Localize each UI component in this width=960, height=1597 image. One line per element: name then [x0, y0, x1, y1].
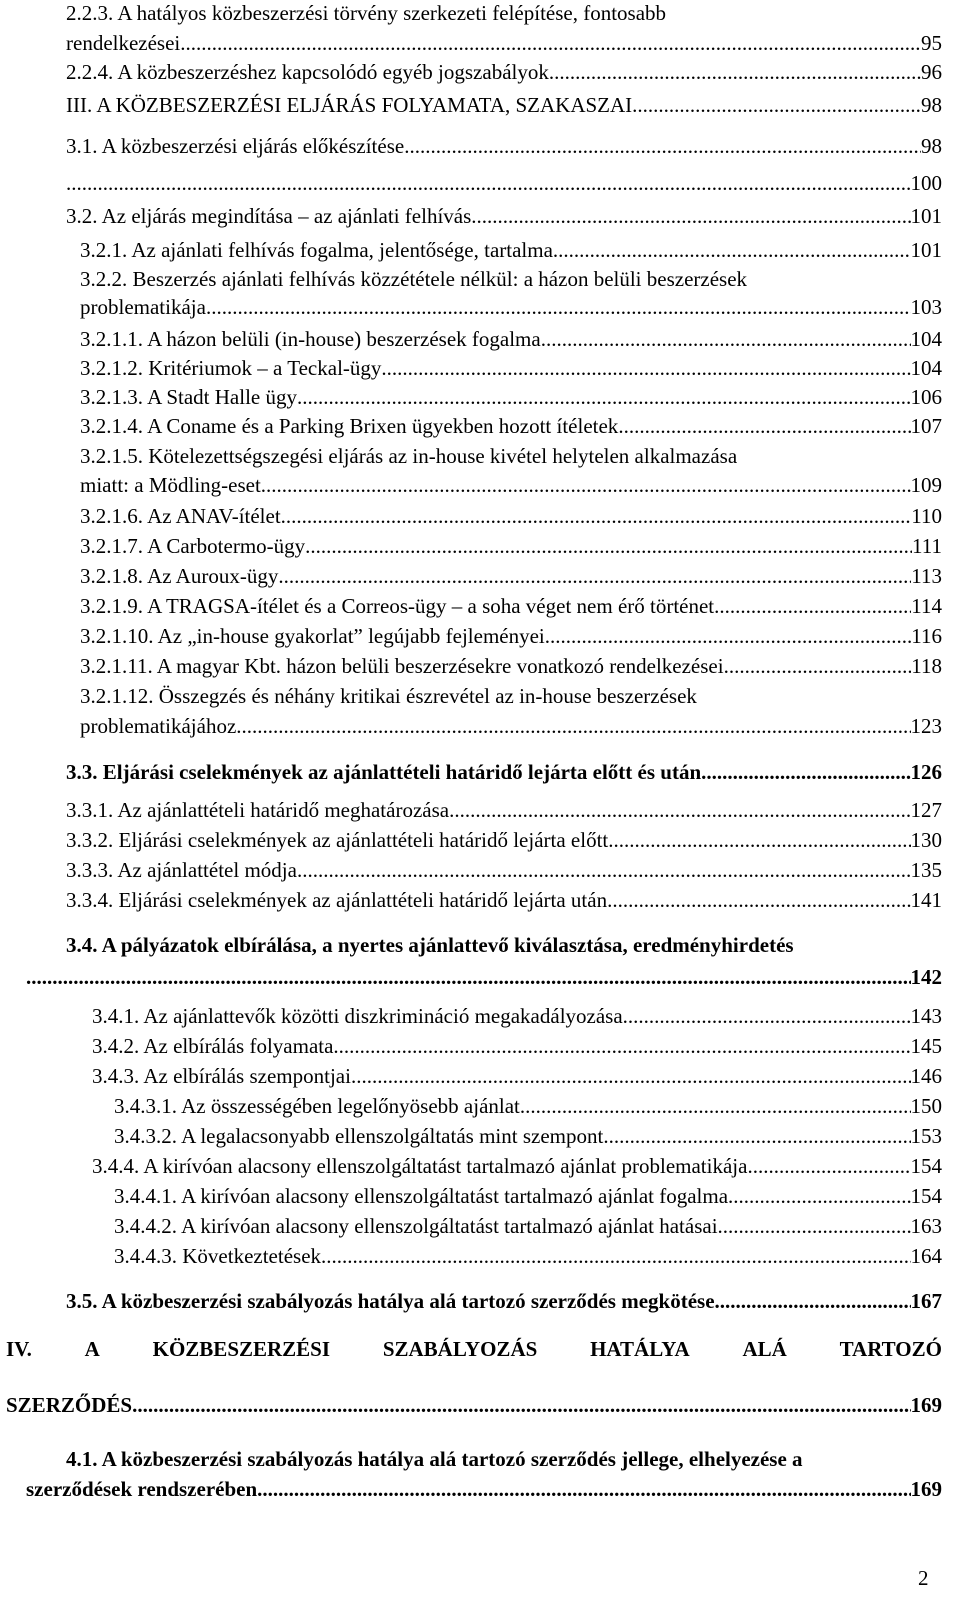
- toc-page-number: 113: [911, 564, 942, 588]
- toc-page-number: 142: [910, 965, 942, 989]
- toc-leader: [747, 1153, 910, 1179]
- toc-entry[interactable]: [80, 384, 942, 410]
- toc-page-number: 116: [911, 624, 942, 648]
- toc-leader: [261, 472, 911, 498]
- toc-entry[interactable]: [80, 355, 942, 381]
- toc-leader: [607, 887, 910, 913]
- toc-entry-line1: 2.2.3. A hatályos közbeszerzési törvény szerkezeti felépítése, fontosabb: [66, 1, 667, 25]
- toc-entry-title: miatt: a Mödling-eset: [80, 473, 261, 497]
- toc-page-number: 100: [910, 171, 942, 195]
- toc-entry[interactable]: [26, 932, 942, 990]
- toc-leader: [632, 92, 921, 118]
- toc-leader: [728, 1183, 910, 1209]
- toc-page-number: 127: [910, 798, 942, 822]
- toc-entry-title: III. A KÖZBESZERZÉSI ELJÁRÁS FOLYAMATA, SZAKASZAI: [66, 93, 633, 117]
- toc-page-number: 101: [910, 204, 942, 228]
- toc-leader: [236, 713, 910, 739]
- toc-page-number: 154: [910, 1184, 942, 1208]
- toc-entry[interactable]: [80, 326, 942, 352]
- toc-leader: [297, 857, 911, 883]
- toc-entry[interactable]: [66, 92, 942, 118]
- toc-entry[interactable]: [66, 203, 942, 229]
- toc-entry[interactable]: [114, 1093, 942, 1119]
- toc-entry-title: SZERZŐDÉS: [6, 1393, 133, 1417]
- toc-page-number: 126: [910, 760, 942, 784]
- toc-page-number: 169: [910, 1393, 942, 1417]
- toc-leader: [714, 593, 911, 619]
- toc-entry-title: 3.2.1.7. A Carbotermo-ügy: [80, 534, 306, 558]
- toc-page-number: 169: [910, 1477, 942, 1501]
- toc-page-number: 110: [911, 504, 942, 528]
- toc-page-number: 167: [910, 1289, 942, 1313]
- toc-page-number: 146: [910, 1064, 942, 1088]
- toc-leader: [305, 533, 912, 559]
- toc-page-number: 164: [910, 1244, 942, 1268]
- toc-leader: [404, 133, 921, 159]
- toc-page-number: 123: [910, 714, 942, 738]
- toc-page-number: 104: [910, 327, 942, 351]
- toc-leader: [381, 355, 910, 381]
- toc-entry[interactable]: [80, 237, 942, 263]
- toc-entry[interactable]: [80, 413, 942, 439]
- toc-entry-line1: IV. A KÖZBESZERZÉSI SZABÁLYOZÁS HATÁLYA ALÁ TARTOZÓ: [6, 1337, 942, 1361]
- toc-entry[interactable]: [92, 1003, 942, 1029]
- page-number: 2: [918, 1566, 929, 1590]
- toc-leader: [257, 1476, 910, 1502]
- toc-page-number: 114: [911, 594, 942, 618]
- toc-entry[interactable]: [66, 797, 942, 823]
- toc-page-number: 96: [921, 60, 942, 84]
- toc-page-number: 153: [910, 1124, 942, 1148]
- toc-page-number: 118: [911, 654, 942, 678]
- toc-entry[interactable]: [80, 683, 942, 739]
- toc-entry[interactable]: [114, 1243, 942, 1269]
- toc-entry[interactable]: [80, 593, 942, 619]
- toc-page-number: 145: [910, 1034, 942, 1058]
- toc-entry[interactable]: [92, 1063, 942, 1089]
- toc-entry[interactable]: [66, 133, 942, 159]
- toc-leader: [545, 623, 911, 649]
- toc-leader: [333, 1033, 910, 1059]
- toc-page-number: 101: [910, 238, 942, 262]
- toc-entry-title: 3.4.4.3. Következtetések: [114, 1244, 322, 1268]
- toc-leader: [351, 1063, 911, 1089]
- toc-entry-title: 3.2.1.2. Kritériumok – a Teckal-ügy: [80, 356, 382, 380]
- toc-leader: [180, 30, 921, 56]
- toc-entry-title: 3.4.4. A kirívóan alacsony ellenszolgáltatást tartalmazó ajánlat problematikája: [92, 1154, 748, 1178]
- toc-entry-title: 3.3.2. Eljárási cselekmények az ajánlattételi határidő lejárta előtt: [66, 828, 609, 852]
- toc-entry-title: 3.3.3. Az ajánlattétel módja: [66, 858, 297, 882]
- toc-entry[interactable]: [92, 1033, 942, 1059]
- toc-page-number: 154: [910, 1154, 942, 1178]
- toc-entry-title: 2.2.4. A közbeszerzéshez kapcsolódó egyéb jogszabályok: [66, 60, 549, 84]
- toc-entry-title: 3.2.1.1. A házon belüli (in-house) beszerzések fogalma: [80, 327, 541, 351]
- toc-leader: [206, 294, 911, 320]
- toc-entry-title: 3.1. A közbeszerzési eljárás előkészítése: [66, 134, 405, 158]
- toc-entry-line1: 3.2.2. Beszerzés ajánlati felhívás közzététele nélkül: a házon belüli beszerzések: [80, 267, 748, 291]
- toc-leader: [618, 413, 910, 439]
- toc-entry-title: 3.4.4.1. A kirívóan alacsony ellenszolgáltatást tartalmazó ajánlat fogalma: [114, 1184, 729, 1208]
- toc-leader: [701, 759, 910, 785]
- toc-leader: [471, 203, 910, 229]
- toc-entry-title: 3.3. Eljárási cselekmények az ajánlattételi határidő lejárta előtt és után: [66, 760, 702, 784]
- toc-entry-line1: 3.4. A pályázatok elbírálása, a nyertes ajánlattevő kiválasztása, eredményhirdetés: [66, 933, 794, 957]
- toc-entry-title: 3.4.1. Az ajánlattevők közötti diszkrimináció megakadályozása: [92, 1004, 623, 1028]
- toc-entry[interactable]: [66, 857, 942, 883]
- toc-page-number: 143: [910, 1004, 942, 1028]
- toc-leader: [623, 1003, 911, 1029]
- toc-entry-title: rendelkezései: [66, 31, 181, 55]
- toc-leader: [724, 653, 912, 679]
- toc-leader: [715, 1288, 911, 1314]
- toc-page-number: 111: [912, 534, 942, 558]
- toc-page-number: 95: [921, 31, 942, 55]
- toc-entry-title: 3.4.3.2. A legalacsonyabb ellenszolgáltatás mint szempont: [114, 1124, 604, 1148]
- toc-entry[interactable]: [114, 1123, 942, 1149]
- toc-entry-title: 3.2.1.4. A Coname és a Parking Brixen ügyekben hozott ítéletek: [80, 414, 619, 438]
- toc-entry-title: 3.4.3. Az elbírálás szempontjai: [92, 1064, 351, 1088]
- toc-entry-title: szerződések rendszerében: [26, 1477, 258, 1501]
- toc-entry[interactable]: [66, 759, 942, 785]
- toc-entry-title: 3.3.4. Eljárási cselekmények az ajánlattételi határidő lejárta után: [66, 888, 608, 912]
- toc-entry[interactable]: [80, 503, 942, 529]
- toc-page-number: 109: [910, 473, 942, 497]
- toc-leader: [278, 563, 911, 589]
- toc-entry-title: 3.2.1.9. A TRAGSA-ítélet és a Correos-ügy – a soha véget nem érő történet: [80, 594, 715, 618]
- toc-entry[interactable]: [80, 533, 942, 559]
- toc-leader: [553, 237, 911, 263]
- toc-entry[interactable]: [6, 1334, 942, 1420]
- toc-entry[interactable]: [66, 59, 942, 85]
- toc-entry-title: problematikájához: [80, 714, 237, 738]
- toc-leader: [520, 1093, 911, 1119]
- toc-leader: [297, 384, 911, 410]
- toc-entry-line1: 4.1. A közbeszerzési szabályozás hatálya alá tartozó szerződés jellege, elhelyezése a: [66, 1447, 803, 1471]
- toc-entry[interactable]: [114, 1213, 942, 1239]
- toc-leader: [549, 59, 921, 85]
- toc-leader: [66, 170, 911, 196]
- toc-entry[interactable]: [26, 1446, 942, 1502]
- toc-leader: [541, 326, 911, 352]
- toc-entry[interactable]: [66, 170, 942, 196]
- toc-entry[interactable]: [114, 1183, 942, 1209]
- toc-entry[interactable]: [66, 1288, 942, 1314]
- toc-entry-line1: 3.2.1.5. Kötelezettségszegési eljárás az in-house kivétel helytelen alkalmazása: [80, 444, 738, 468]
- toc-entry-title: 3.5. A közbeszerzési szabályozás hatálya alá tartozó szerződés megkötése: [66, 1289, 715, 1313]
- toc-page-number: 104: [910, 356, 942, 380]
- toc-page-number: 98: [921, 93, 942, 117]
- toc-entry-title: 3.2.1. Az ajánlati felhívás fogalma, jelentősége, tartalma: [80, 238, 553, 262]
- toc-page-number: 163: [910, 1214, 942, 1238]
- toc-entry-title: 3.4.4.2. A kirívóan alacsony ellenszolgáltatást tartalmazó ajánlat hatásai: [114, 1214, 718, 1238]
- toc-leader: [608, 827, 910, 853]
- toc-entry-line1: 3.2.1.12. Összegzés és néhány kritikai észrevétel az in-house beszerzések: [80, 684, 697, 708]
- toc-leader: [321, 1243, 910, 1269]
- toc-entry[interactable]: [66, 887, 942, 913]
- toc-page-number: 150: [910, 1094, 942, 1118]
- toc-entry[interactable]: [80, 266, 942, 320]
- toc-leader: [603, 1123, 910, 1149]
- toc-entry[interactable]: [80, 653, 942, 679]
- toc-entry-title: 3.2.1.8. Az Auroux-ügy: [80, 564, 279, 588]
- toc-page-number: 141: [910, 888, 942, 912]
- toc-page-number: 98: [921, 134, 942, 158]
- toc-entry-title: 3.2.1.3. A Stadt Halle ügy: [80, 385, 297, 409]
- toc-leader: [449, 797, 910, 823]
- toc-entry[interactable]: [66, 827, 942, 853]
- toc-entry-title: 3.4.3.1. Az összességében legelőnyösebb ajánlat: [114, 1094, 520, 1118]
- toc-entry[interactable]: [66, 0, 942, 56]
- toc-page-number: 130: [910, 828, 942, 852]
- toc-page-number: 106: [910, 385, 942, 409]
- toc-entry-title: 3.3.1. Az ajánlattételi határidő meghatározása: [66, 798, 450, 822]
- toc-entry-title: problematikája: [80, 295, 206, 319]
- toc-entry[interactable]: [80, 443, 942, 498]
- toc-leader: [718, 1213, 911, 1239]
- toc-entry[interactable]: [80, 563, 942, 589]
- toc-page-number: 135: [910, 858, 942, 882]
- toc-entry-title: 3.2.1.10. Az „in-house gyakorlat” legújabb fejleményei: [80, 624, 545, 648]
- toc-leader: [281, 503, 912, 529]
- toc-entry-title: 3.4.2. Az elbírálás folyamata: [92, 1034, 334, 1058]
- toc-entry[interactable]: [80, 623, 942, 649]
- toc-leader: [132, 1390, 910, 1420]
- toc-page-number: 107: [910, 414, 942, 438]
- toc-page-number: 103: [910, 295, 942, 319]
- toc-entry[interactable]: [92, 1153, 942, 1179]
- toc-entry-title: 3.2. Az eljárás megindítása – az ajánlati felhívás: [66, 204, 472, 228]
- toc-entry-title: 3.2.1.11. A magyar Kbt. házon belüli beszerzésekre vonatkozó rendelkezései: [80, 654, 724, 678]
- toc-entry-title: 3.2.1.6. Az ANAV-ítélet: [80, 504, 281, 528]
- toc-leader: [26, 964, 911, 990]
